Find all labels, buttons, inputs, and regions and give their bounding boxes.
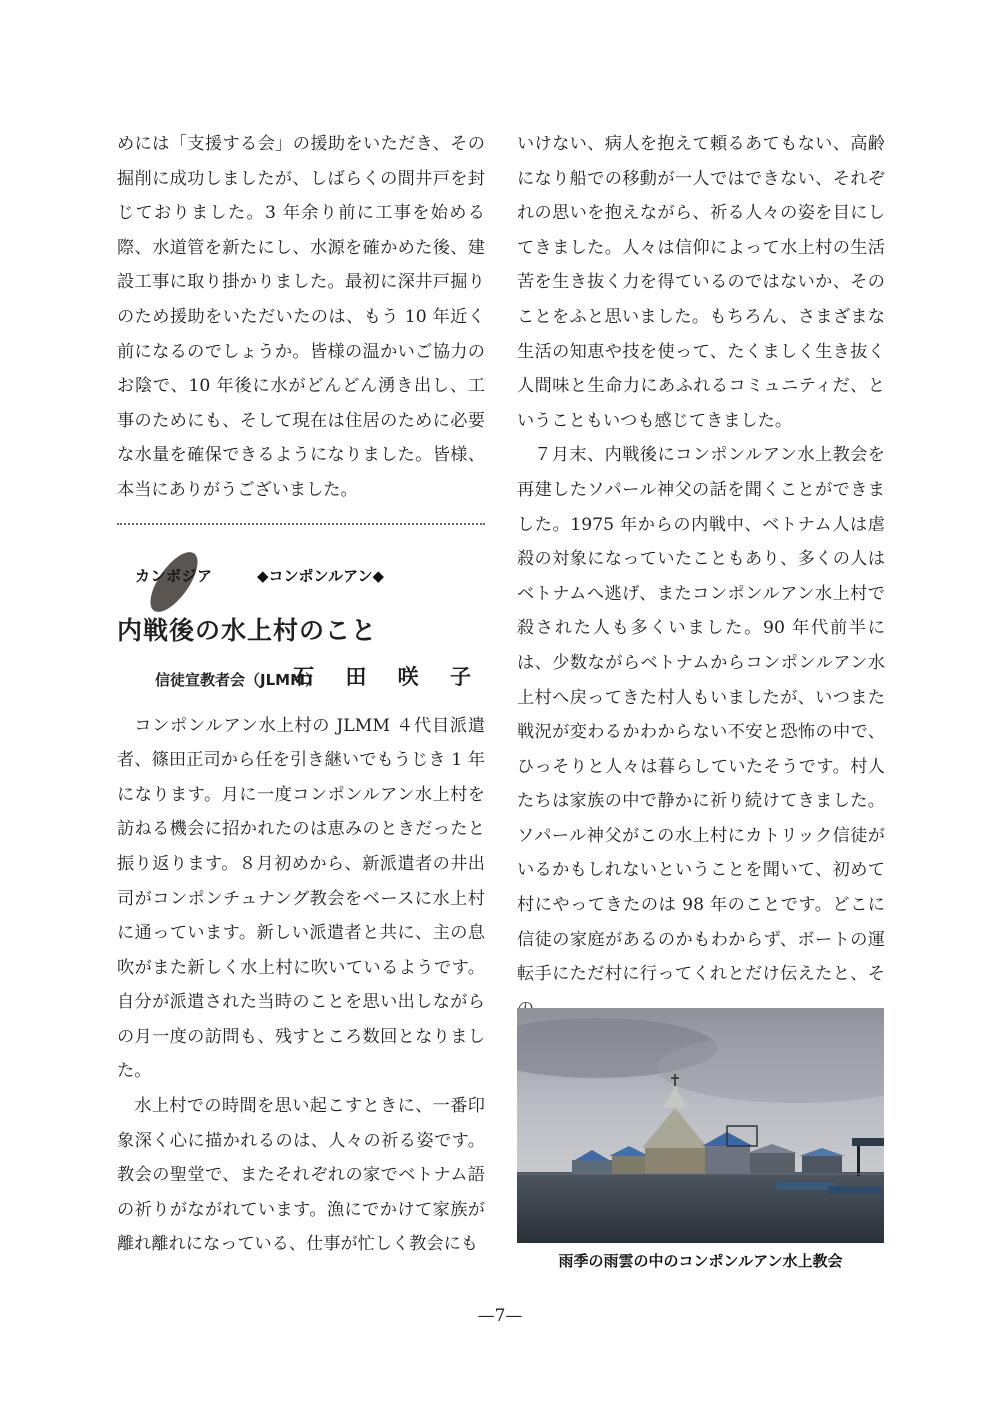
subregion-label: ◆コンポンルアン◆ [257, 566, 385, 585]
photo-caption: 雨季の雨雲の中のコンポンルアン水上教会 [558, 1252, 843, 1270]
left-paragraph-2: コンポンルアン水上村の JLMM ４代目派遣者、篠田正司から任を引き継いでもうじき 1 年になります。月に一度コンポンルアン水上村を訪ねる機会に招かれたのは恵みのときだったと振り返ります。８月初めから、新派遣者の井出 司がコンポンチュナング教会をベースに水上村に通っています。新しい派遣者と共に、主の息吹がまた新しく水上村に吹いているようです。自分が派遣された当時のことを思い出しながらの月一度の訪問も、残すところ数回となりました。 [117, 715, 485, 1082]
article-title: 内戦後の水上村のこと [117, 615, 378, 645]
left-column [117, 127, 485, 1262]
left-paragraph-3: 水上村での時間を思い起こすときに、一番印象深く心に描かれるのは、人々の祈る姿です。教会の聖堂で、またそれぞれの家でベトナム語の祈りがながれています。漁にでかけて家族が離れ離れになっている、仕事が忙しく教会にも [117, 1096, 485, 1255]
left-paragraph-1: めには「支援する会」の援助をいただき、その掘削に成功しましたが、しばらくの間井戸を封じておりました。3 年余り前に工事を始める際、水道管を新たにし、水源を確かめた後、建設工事に取り掛かりました。最初に深井戸掘りのため援助をいただいたのは、もう 10 年近く前になるのでしょうか。皆様の温かいご協力のお陰で、10 年後に水がどんどん湧き出し、工事のためにも、そして現在は住居のために必要な水量を確保できるようになりました。皆様、本当にありがうございました。 [117, 134, 485, 500]
region-label: カンボジア [135, 566, 213, 585]
right-paragraph-2: ７月末、内戦後にコンポンルアン水上教会を再建したソパール神父の話を聞くことができました。1975 年からの内戦中、ベトナム人は虐殺の対象になっていたこともあり、多くの人はベトナムへ逃げ、またコンポンルアン水上村で殺された人も多くいました。90 年代前半には、少数ながらベトナムからコンポンルアン水上村へ戻ってきた村人もいましたが、いつまた戦況が変わるかわからない不安と恐怖の中で、ひっそりと人々は暮らしていたそうです。村人たちは家族の中で静かに祈り続けてきました。ソパール神父がこの水上村にカトリック信徒がいるかもしれないということを聞いて、初めて村にやってきたのは 98 年のことです。どこに信徒の家庭があるのかもわからず、ボートの運転手にただ村に行ってくれとだけ伝えたと、そ [517, 445, 885, 985]
right-column [517, 127, 885, 1026]
page-number: —7— [477, 1306, 523, 1326]
byline-author: 石 田 咲 子 [293, 664, 483, 689]
byline-organization: 信徒宣教者会（JLMM） [155, 670, 320, 689]
byline [117, 661, 485, 695]
right-paragraph-1: いけない、病人を抱えて頼るあてもない、高齢になり船での移動が一人ではできない、それぞれの思いを抱えながら、祈る人々の姿を目にしてきました。人々は信仰によって水上村の生活苦を生き抜く力を得ているのではないか、そのことをふと思いました。もちろん、さまざまな生活の知恵や技を使って、たくましく生き抜く人間味と生命力にあふれるコミュニティだ、ということもいつも感じてきました。 [517, 134, 885, 431]
region-header [117, 555, 485, 605]
church-photo [517, 1008, 884, 1243]
section-divider [117, 523, 485, 525]
